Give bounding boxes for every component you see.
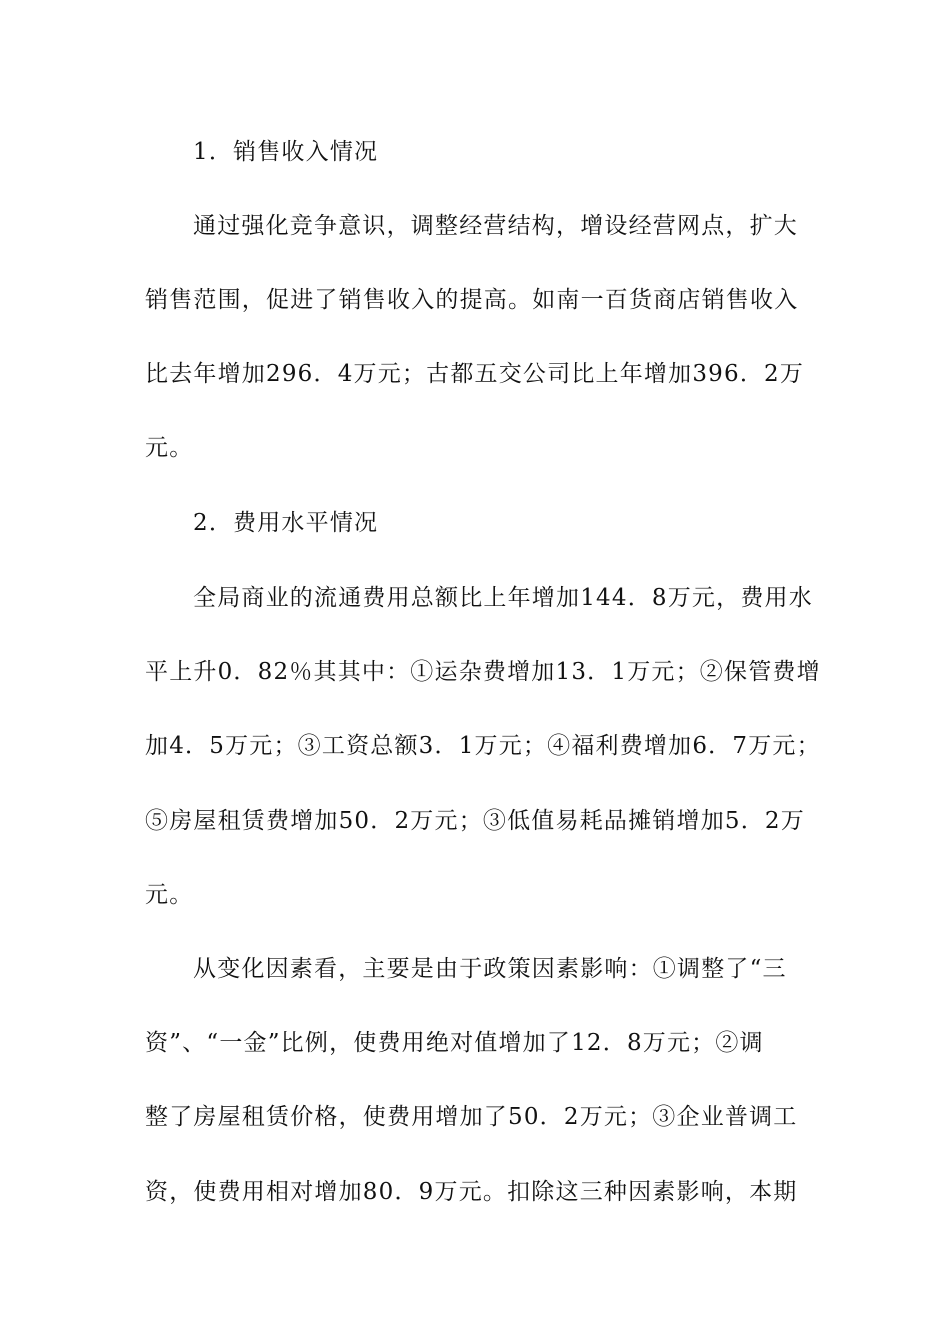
paragraph-line: 比去年增加296．4万元；古都五交公司比上年增加396．2万 — [145, 361, 805, 387]
paragraph-line: 元。 — [145, 882, 194, 908]
paragraph-line: 通过强化竞争意识，调整经营结构，增设经营网点，扩大 — [193, 213, 798, 239]
section-heading-sales: 1．销售收入情况 — [193, 139, 379, 165]
paragraph-line: 销售范围，促进了销售收入的提高。如南一百货商店销售收入 — [145, 287, 799, 313]
paragraph-line: 元。 — [145, 435, 194, 461]
paragraph-line: ⑤房屋租赁费增加50．2万元；③低值易耗品摊销增加5．2万 — [145, 808, 805, 834]
paragraph-line: 全局商业的流通费用总额比上年增加144．8万元，费用水 — [193, 585, 813, 611]
paragraph-line: 加4．5万元；③工资总额3．1万元；④福利费增加6．7万元； — [145, 733, 821, 759]
paragraph-line: 平上升0．82％其其中：①运杂费增加13．1万元；②保管费增 — [145, 659, 821, 685]
paragraph-line: 整了房屋租赁价格，使费用增加了50．2万元；③企业普调工 — [145, 1104, 798, 1130]
paragraph-line: 资，使费用相对增加80．9万元。扣除这三种因素影响，本期 — [145, 1179, 798, 1205]
paragraph-line: 从变化因素看，主要是由于政策因素影响：①调整了“三 — [193, 956, 787, 982]
section-heading-expenses: 2．费用水平情况 — [193, 510, 379, 536]
paragraph-line: 资”、“一金”比例，使费用绝对值增加了12．8万元；②调 — [145, 1030, 764, 1056]
